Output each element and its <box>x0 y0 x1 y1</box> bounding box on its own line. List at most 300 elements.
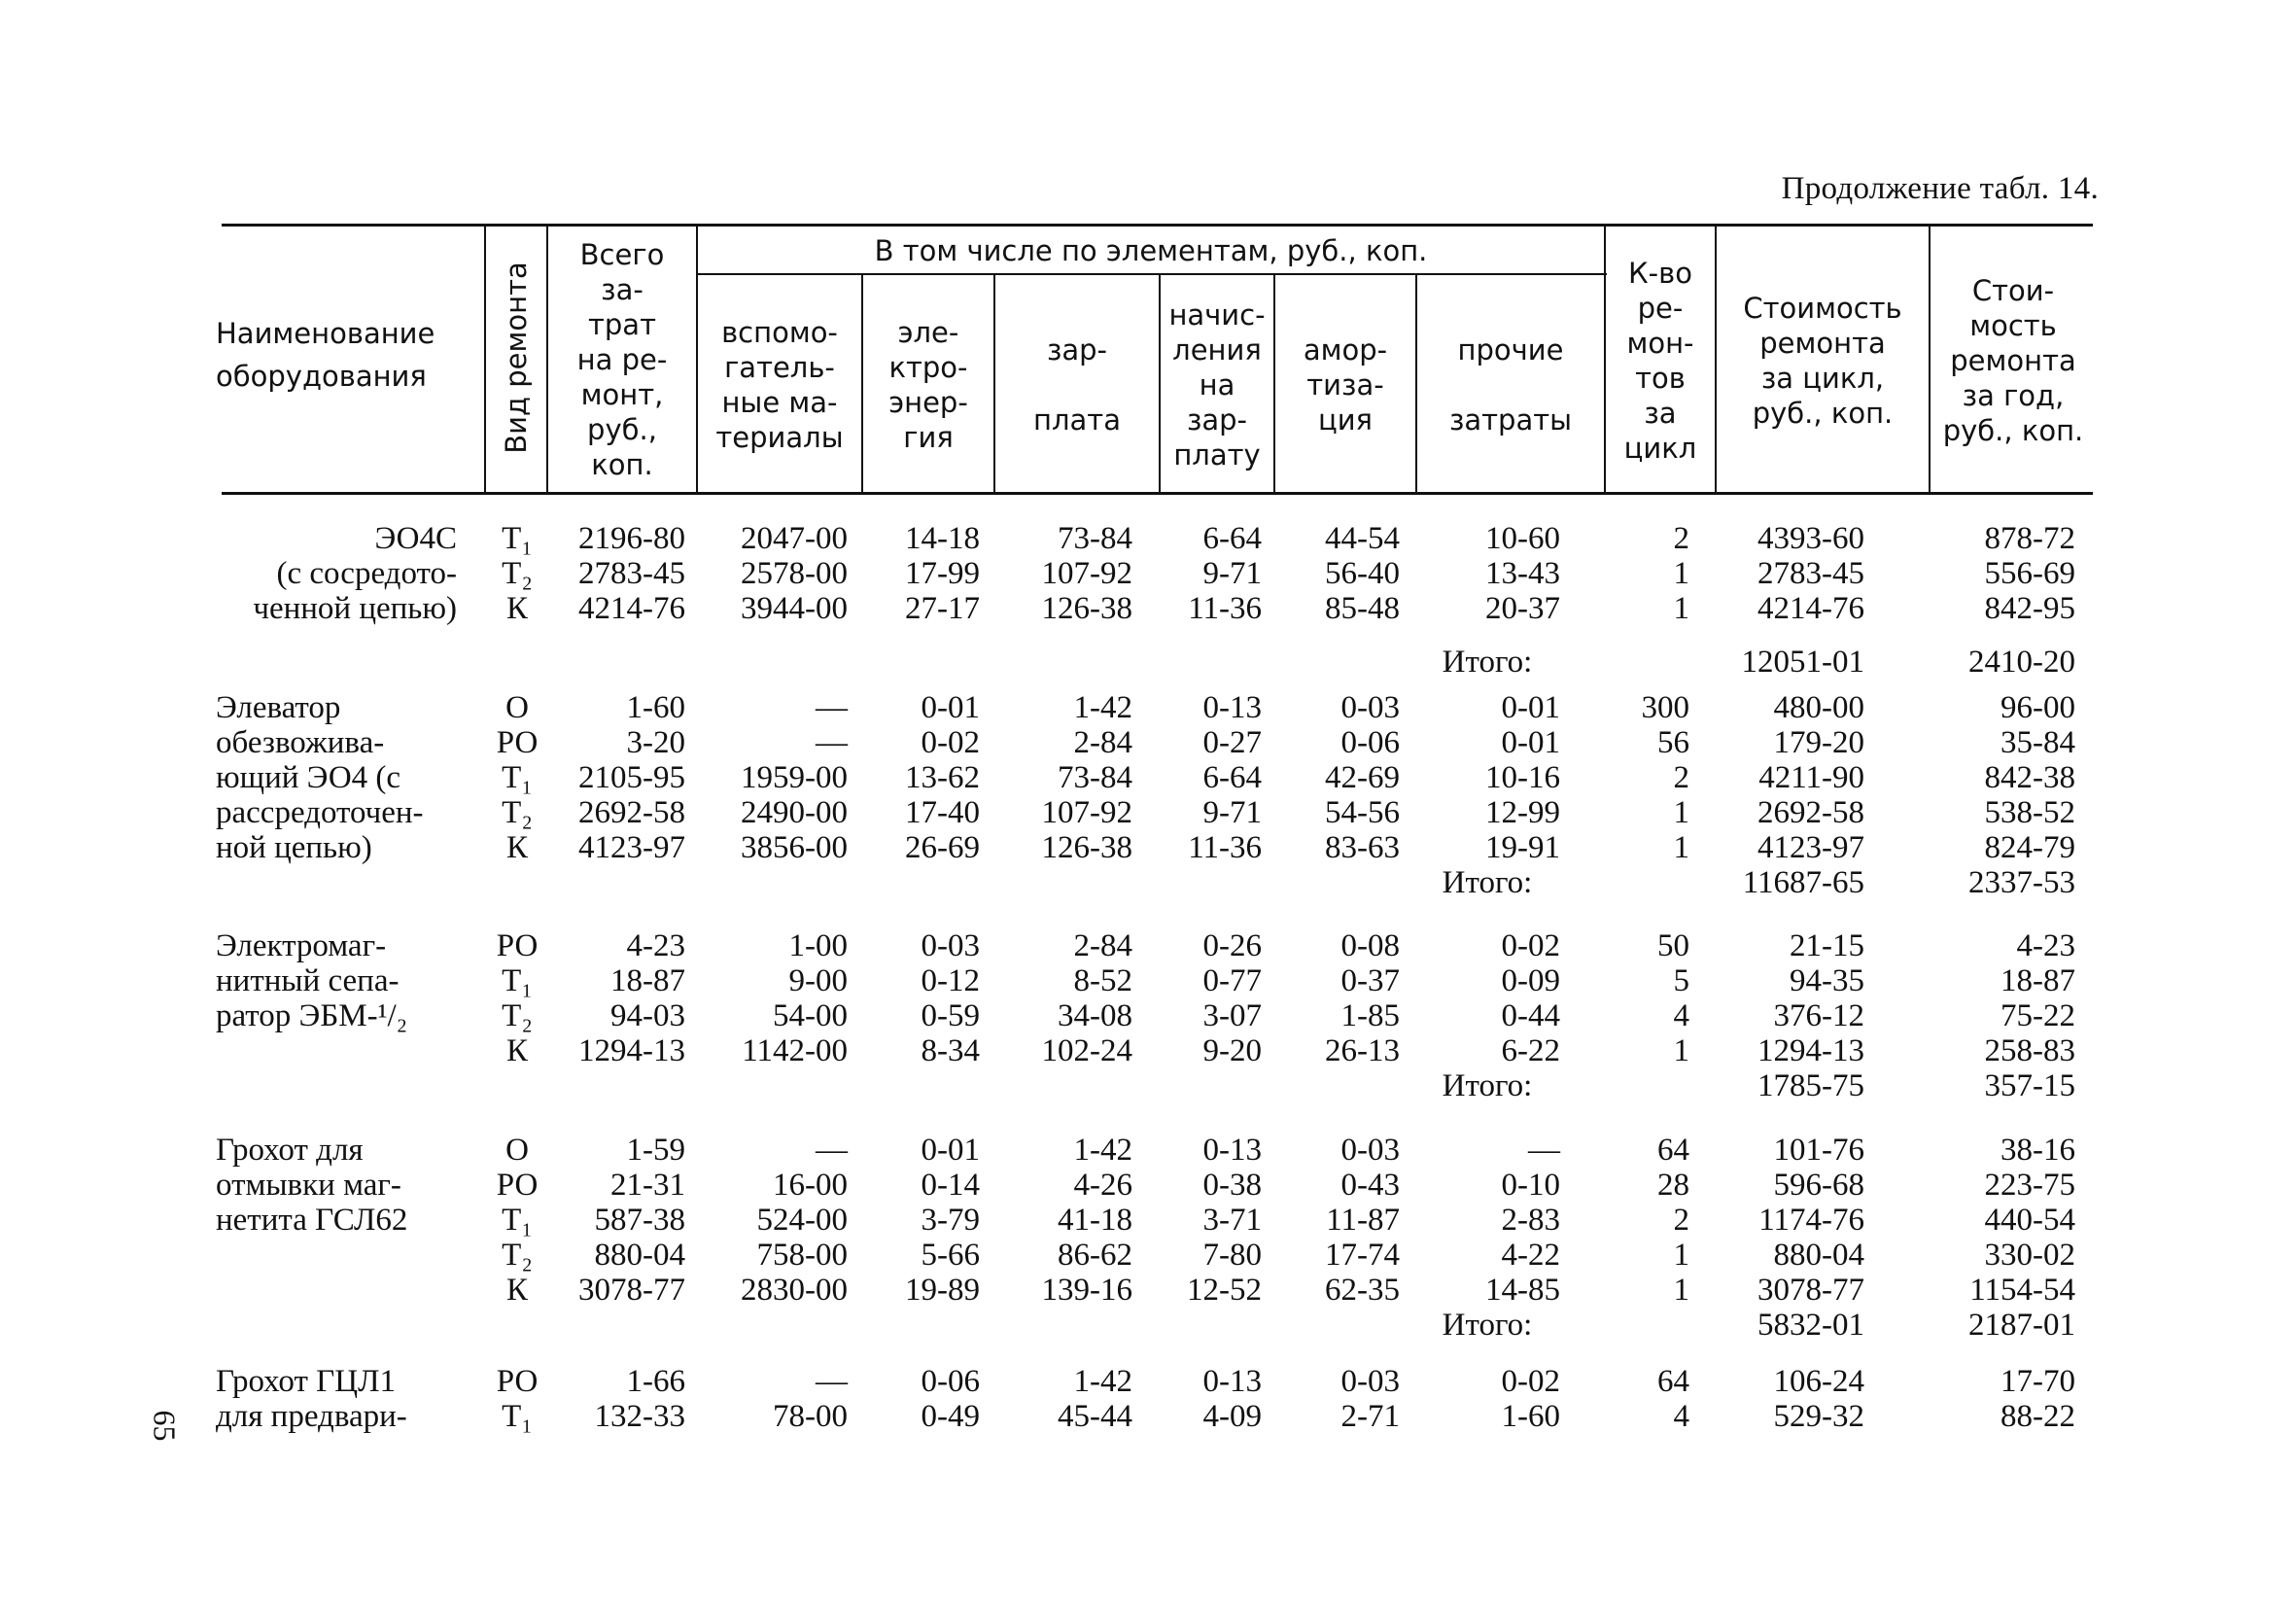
cell-cyc: 21-15 <box>1790 928 1864 963</box>
header-other-line: затраты <box>1448 403 1573 437</box>
cell-zar: 1-42 <box>1073 1133 1132 1168</box>
header-accruals-line: зар- <box>1186 403 1248 437</box>
equipment-name-line: Грохот для <box>216 1133 364 1168</box>
cell-el: 0-06 <box>921 1364 980 1399</box>
cell-mat: — <box>816 690 848 725</box>
cell-cnt: 1 <box>1673 556 1689 591</box>
cell-mat: 54-00 <box>773 998 848 1033</box>
cell-pr: 0-02 <box>1501 1364 1560 1399</box>
cell-am: 56-40 <box>1325 556 1400 591</box>
total-label: Итого: <box>1442 645 1533 680</box>
cell-pr: 6-22 <box>1501 1033 1560 1068</box>
table-row <box>0 1033 2296 1068</box>
cell-yr: 75-22 <box>2000 998 2075 1033</box>
cell-nach: 0-27 <box>1202 725 1262 760</box>
cell-yr: 878-72 <box>1984 521 2075 556</box>
header-wages <box>995 278 1159 492</box>
header-total-line: за- <box>601 273 644 306</box>
cell-zar: 86-62 <box>1058 1238 1132 1273</box>
cell-cyc: 2692-58 <box>1757 795 1864 830</box>
cell-cnt: 64 <box>1657 1133 1689 1168</box>
header-accruals-line: начис- <box>1168 298 1266 332</box>
cell-pr: 0-10 <box>1501 1168 1560 1203</box>
table-row <box>0 963 2296 998</box>
cell-nach: 0-26 <box>1202 928 1262 963</box>
cell-mat: — <box>816 1364 848 1399</box>
header-total-line: монт, <box>580 378 664 411</box>
equipment-name-line: ченной цепью) <box>253 591 457 626</box>
cell-type: T₁ <box>502 521 533 556</box>
cell-am: 0-43 <box>1340 1168 1400 1203</box>
cell-type: К <box>505 1033 528 1068</box>
cell-yr: 538-52 <box>1984 795 2075 830</box>
cell-am: 26-13 <box>1325 1033 1400 1068</box>
header-year-cost-line: Стои- <box>1971 274 2055 307</box>
cell-type: К <box>505 1273 528 1308</box>
cell-mat: 2578-00 <box>741 556 848 591</box>
header-materials-line: териалы <box>715 421 844 454</box>
cell-cnt: 2 <box>1673 760 1689 795</box>
header-accruals-line: плату <box>1173 438 1261 472</box>
cell-pr: 13-43 <box>1485 556 1560 591</box>
cell-total: 3078-77 <box>578 1273 685 1308</box>
cell-zar: 126-38 <box>1041 830 1132 865</box>
cell-nach: 0-13 <box>1202 1133 1262 1168</box>
cell-type: T₁ <box>502 963 533 998</box>
table-row <box>0 1273 2296 1308</box>
cell-type: РО <box>496 1168 539 1203</box>
table-row <box>0 1364 2296 1399</box>
header-count-line: за <box>1644 397 1677 430</box>
cell-nach: 3-07 <box>1202 998 1262 1033</box>
cell-pr: 0-09 <box>1501 963 1560 998</box>
cell-type: О <box>505 1133 529 1168</box>
cell-pr: — <box>1528 1133 1560 1168</box>
header-cycle-cost <box>1717 229 1929 492</box>
cell-yr: 842-95 <box>1984 591 2075 626</box>
cell-el: 27-17 <box>905 591 980 626</box>
cell-nach: 12-52 <box>1187 1273 1262 1308</box>
cell-cnt: 1 <box>1673 1273 1689 1308</box>
cell-cyc: 596-68 <box>1773 1168 1864 1203</box>
header-count <box>1606 229 1715 492</box>
cell-am: 2-71 <box>1340 1399 1400 1434</box>
total-cycle-cost: 11687-65 <box>1742 865 1864 900</box>
cell-el: 3-79 <box>921 1203 980 1238</box>
cell-zar: 2-84 <box>1073 725 1132 760</box>
table-row <box>0 1168 2296 1203</box>
cell-cyc: 3078-77 <box>1757 1273 1864 1308</box>
equipment-name-line: нитный сепа- <box>216 963 400 998</box>
cell-zar: 2-84 <box>1073 928 1132 963</box>
cell-mat: 2490-00 <box>741 795 848 830</box>
cell-zar: 4-26 <box>1073 1168 1132 1203</box>
cell-yr: 556-69 <box>1984 556 2075 591</box>
total-cycle-cost: 5832-01 <box>1757 1308 1864 1343</box>
cell-cnt: 56 <box>1657 725 1689 760</box>
cell-nach: 11-36 <box>1188 591 1262 626</box>
cell-zar: 41-18 <box>1058 1203 1132 1238</box>
cell-pr: 2-83 <box>1501 1203 1560 1238</box>
header-name-line: оборудования <box>216 360 427 393</box>
cell-am: 85-48 <box>1325 591 1400 626</box>
cell-nach: 0-13 <box>1202 1364 1262 1399</box>
cell-total: 587-38 <box>594 1203 685 1238</box>
table-row <box>0 556 2296 591</box>
cell-cyc: 529-32 <box>1773 1399 1864 1434</box>
cell-el: 19-89 <box>905 1273 980 1308</box>
cell-cyc: 101-76 <box>1773 1133 1864 1168</box>
cell-cnt: 50 <box>1657 928 1689 963</box>
header-cycle-cost-line: за цикл, <box>1760 362 1885 395</box>
cell-cyc: 880-04 <box>1773 1238 1864 1273</box>
header-cycle-cost-line: Стоимость <box>1743 292 1902 325</box>
cell-total: 1-66 <box>626 1364 685 1399</box>
cell-el: 0-14 <box>921 1168 980 1203</box>
cell-am: 42-69 <box>1325 760 1400 795</box>
cell-nach: 3-71 <box>1202 1203 1262 1238</box>
cell-type: К <box>505 591 528 626</box>
cell-nach: 11-36 <box>1188 830 1262 865</box>
cell-cyc: 376-12 <box>1773 998 1864 1033</box>
table-row <box>0 591 2296 626</box>
cell-nach: 6-64 <box>1202 521 1262 556</box>
cell-cyc: 4211-90 <box>1758 760 1864 795</box>
cell-cyc: 179-20 <box>1773 725 1864 760</box>
header-count-line: К-во <box>1628 257 1692 290</box>
cell-cnt: 4 <box>1673 1399 1689 1434</box>
cell-zar: 34-08 <box>1058 998 1132 1033</box>
header-accruals-line: на <box>1199 368 1235 402</box>
cell-total: 94-03 <box>610 998 685 1033</box>
header-year-cost-line: руб., коп. <box>1942 414 2084 447</box>
cell-pr: 10-16 <box>1485 760 1560 795</box>
cell-pr: 12-99 <box>1485 795 1560 830</box>
table-row <box>0 725 2296 760</box>
cell-mat: 2047-00 <box>741 521 848 556</box>
cell-pr: 14-85 <box>1485 1273 1560 1308</box>
table-row <box>0 521 2296 556</box>
cell-zar: 1-42 <box>1073 1364 1132 1399</box>
header-year-cost-line: за год, <box>1962 379 2065 412</box>
cell-total: 4-23 <box>626 928 685 963</box>
cell-cnt: 2 <box>1673 1203 1689 1238</box>
cell-yr: 38-16 <box>2000 1133 2075 1168</box>
equipment-name-line: Элеватор <box>216 690 341 725</box>
cell-pr: 1-60 <box>1501 1399 1560 1434</box>
cell-el: 26-69 <box>905 830 980 865</box>
header-repair-type <box>487 241 545 474</box>
cell-cnt: 300 <box>1641 690 1689 725</box>
cell-yr: 440-54 <box>1984 1203 2075 1238</box>
header-count-line: тов <box>1635 362 1686 395</box>
table-row <box>0 1399 2296 1434</box>
cell-cyc: 1174-76 <box>1758 1203 1864 1238</box>
table-row <box>0 1203 2296 1238</box>
cell-el: 8-34 <box>921 1033 980 1068</box>
equipment-name-line: обезвожива- <box>216 725 385 760</box>
header-name-text <box>216 316 435 394</box>
header-count-line: мон- <box>1626 327 1694 360</box>
cell-cnt: 28 <box>1657 1168 1689 1203</box>
total-year-cost: 2187-01 <box>1968 1308 2075 1343</box>
header-year-cost <box>1931 229 2096 492</box>
total-row <box>0 1308 2296 1343</box>
cell-pr: 0-01 <box>1501 690 1560 725</box>
table-caption: Продолжение табл. 14. <box>1781 171 2099 206</box>
table-row <box>0 1238 2296 1273</box>
cell-pr: 20-37 <box>1485 591 1560 626</box>
cell-yr: 17-70 <box>2000 1364 2075 1399</box>
header-amortization-line: амор- <box>1303 333 1388 367</box>
cell-am: 1-85 <box>1340 998 1400 1033</box>
cell-yr: 88-22 <box>2000 1399 2075 1434</box>
total-label: Итого: <box>1442 1068 1533 1103</box>
header-electricity-line: гия <box>903 421 954 454</box>
cell-nach: 0-77 <box>1202 963 1262 998</box>
total-row <box>0 645 2296 680</box>
table-row <box>0 795 2296 830</box>
cell-zar: 73-84 <box>1058 521 1132 556</box>
cell-type: РО <box>496 725 539 760</box>
cell-el: 17-40 <box>905 795 980 830</box>
cell-el: 17-99 <box>905 556 980 591</box>
cell-type: РО <box>496 928 539 963</box>
total-year-cost: 2410-20 <box>1968 645 2075 680</box>
cell-pr: 19-91 <box>1485 830 1560 865</box>
cell-type: T₂ <box>502 1238 533 1273</box>
total-year-cost: 357-15 <box>1984 1068 2075 1103</box>
cell-el: 0-59 <box>921 998 980 1033</box>
cell-type: О <box>505 690 529 725</box>
cell-cyc: 1294-13 <box>1757 1033 1864 1068</box>
cell-nach: 6-64 <box>1202 760 1262 795</box>
cell-am: 54-56 <box>1325 795 1400 830</box>
cell-zar: 107-92 <box>1041 556 1132 591</box>
cell-am: 0-03 <box>1340 1133 1400 1168</box>
cell-type: T₂ <box>502 795 533 830</box>
cell-el: 13-62 <box>905 760 980 795</box>
header-accruals <box>1161 278 1273 492</box>
cell-zar: 107-92 <box>1041 795 1132 830</box>
header-accruals-line: ления <box>1172 333 1262 367</box>
cell-mat: — <box>816 1133 848 1168</box>
header-other <box>1417 278 1604 492</box>
table-row <box>0 928 2296 963</box>
cell-cnt: 1 <box>1673 1033 1689 1068</box>
cell-cyc: 480-00 <box>1773 690 1864 725</box>
cell-nach: 9-20 <box>1202 1033 1262 1068</box>
total-label: Итого: <box>1442 1308 1533 1343</box>
cell-mat: 16-00 <box>773 1168 848 1203</box>
cell-el: 0-12 <box>921 963 980 998</box>
cell-yr: 258-83 <box>1984 1033 2075 1068</box>
cell-cnt: 2 <box>1673 521 1689 556</box>
cell-cyc: 4214-76 <box>1757 591 1864 626</box>
group-header-rule <box>698 273 1607 275</box>
equipment-name-line: ратор ЭБМ-¹/₂ <box>216 998 408 1033</box>
cell-am: 44-54 <box>1325 521 1400 556</box>
equipment-name-line: Грохот ГЦЛ1 <box>216 1364 396 1399</box>
cell-cyc: 4393-60 <box>1757 521 1864 556</box>
cell-type: T₁ <box>502 760 533 795</box>
header-materials-line: вспомо- <box>721 316 838 349</box>
cell-pr: 0-44 <box>1501 998 1560 1033</box>
table-row <box>0 1133 2296 1168</box>
cell-mat: 524-00 <box>756 1203 848 1238</box>
cell-mat: 3856-00 <box>741 830 848 865</box>
cell-total: 1-60 <box>626 690 685 725</box>
cell-type: T₂ <box>502 556 533 591</box>
header-name-line: Наименование <box>216 317 435 350</box>
cell-zar: 73-84 <box>1058 760 1132 795</box>
header-group-text: В том числе по элементам, руб., коп. <box>874 234 1428 267</box>
header-group <box>698 229 1604 272</box>
cell-total: 132-33 <box>594 1399 685 1434</box>
cell-type: РО <box>496 1364 539 1399</box>
header-cycle-cost-line: ремонта <box>1759 327 1886 360</box>
cell-yr: 35-84 <box>2000 725 2075 760</box>
total-row <box>0 1068 2296 1103</box>
header-electricity-line: энер- <box>888 386 968 419</box>
cell-cnt: 5 <box>1673 963 1689 998</box>
cell-mat: 3944-00 <box>741 591 848 626</box>
cell-am: 0-06 <box>1340 725 1400 760</box>
cell-am: 0-37 <box>1340 963 1400 998</box>
header-year-cost-line: ремонта <box>1950 344 2076 377</box>
cell-el: 0-01 <box>921 690 980 725</box>
cell-cyc: 2783-45 <box>1757 556 1864 591</box>
header-year-cost-line: мость <box>1969 309 2057 342</box>
cell-nach: 7-80 <box>1202 1238 1262 1273</box>
cell-cnt: 1 <box>1673 591 1689 626</box>
header-total <box>548 229 696 490</box>
cell-mat: 9-00 <box>788 963 848 998</box>
cell-pr: 0-02 <box>1501 928 1560 963</box>
cell-nach: 0-38 <box>1202 1168 1262 1203</box>
cell-am: 11-87 <box>1326 1203 1400 1238</box>
cell-cyc: 4123-97 <box>1757 830 1864 865</box>
equipment-name-line: рассредоточен- <box>216 795 424 830</box>
col-divider <box>484 227 486 492</box>
cell-nach: 9-71 <box>1202 556 1262 591</box>
equipment-name-line: отмывки маг- <box>216 1168 401 1203</box>
header-amortization <box>1275 278 1415 492</box>
total-year-cost: 2337-53 <box>1968 865 2075 900</box>
cell-am: 0-03 <box>1340 690 1400 725</box>
cell-total: 21-31 <box>610 1168 685 1203</box>
cell-pr: 4-22 <box>1501 1238 1560 1273</box>
cell-total: 1294-13 <box>578 1033 685 1068</box>
total-label: Итого: <box>1442 865 1533 900</box>
total-cycle-cost: 1785-75 <box>1757 1068 1864 1103</box>
cell-mat: 1142-00 <box>742 1033 848 1068</box>
equipment-name-line: ЭО4С <box>374 521 457 556</box>
table-row <box>0 998 2296 1033</box>
total-row <box>0 865 2296 900</box>
page-number: 65 <box>147 1410 183 1442</box>
header-count-line: цикл <box>1623 432 1697 465</box>
total-cycle-cost: 12051-01 <box>1741 645 1864 680</box>
table-row <box>0 760 2296 795</box>
header-total-line: трат <box>588 308 656 341</box>
cell-zar: 139-16 <box>1041 1273 1132 1308</box>
cell-yr: 842-38 <box>1984 760 2075 795</box>
equipment-name-line: Электромаг- <box>216 928 387 963</box>
header-electricity <box>863 278 993 492</box>
cell-el: 0-02 <box>921 725 980 760</box>
header-materials-line: гатель- <box>724 351 835 384</box>
header-amortization-line: ция <box>1317 403 1374 437</box>
header-materials <box>698 278 861 492</box>
cell-total: 2692-58 <box>578 795 685 830</box>
cell-yr: 18-87 <box>2000 963 2075 998</box>
cell-am: 0-08 <box>1340 928 1400 963</box>
header-wages-line: плата <box>1033 403 1121 437</box>
cell-am: 17-74 <box>1325 1238 1400 1273</box>
cell-mat: 1959-00 <box>741 760 848 795</box>
cell-type: T₁ <box>502 1203 533 1238</box>
top-rule <box>222 224 2093 227</box>
cell-am: 83-63 <box>1325 830 1400 865</box>
cell-total: 18-87 <box>610 963 685 998</box>
cell-cyc: 106-24 <box>1773 1364 1864 1399</box>
cell-total: 2196-80 <box>578 521 685 556</box>
header-materials-line: ные ма- <box>721 386 838 419</box>
header-total-line: коп. <box>591 448 653 481</box>
cell-zar: 102-24 <box>1041 1033 1132 1068</box>
cell-el: 14-18 <box>905 521 980 556</box>
cell-am: 0-03 <box>1340 1364 1400 1399</box>
header-total-line: Всего <box>579 238 665 271</box>
cell-cnt: 1 <box>1673 1238 1689 1273</box>
cell-el: 0-03 <box>921 928 980 963</box>
cell-cnt: 64 <box>1657 1364 1689 1399</box>
cell-el: 5-66 <box>921 1238 980 1273</box>
cell-total: 2783-45 <box>578 556 685 591</box>
cell-mat: 2830-00 <box>741 1273 848 1308</box>
cell-total: 880-04 <box>594 1238 685 1273</box>
cell-cnt: 1 <box>1673 795 1689 830</box>
cell-total: 4123-97 <box>578 830 685 865</box>
cell-total: 3-20 <box>626 725 685 760</box>
cell-total: 2105-95 <box>578 760 685 795</box>
header-total-line: на ре- <box>576 343 668 376</box>
cell-type: T₁ <box>502 1399 533 1434</box>
header-name <box>216 292 480 418</box>
cell-total: 1-59 <box>626 1133 685 1168</box>
cell-cnt: 4 <box>1673 998 1689 1033</box>
cell-zar: 1-42 <box>1073 690 1132 725</box>
cell-zar: 45-44 <box>1058 1399 1132 1434</box>
cell-yr: 824-79 <box>1984 830 2075 865</box>
header-other-line: прочие <box>1457 333 1564 367</box>
cell-type: T₂ <box>502 998 533 1033</box>
header-bottom-rule <box>222 492 2093 495</box>
table-row <box>0 830 2296 865</box>
cell-nach: 9-71 <box>1202 795 1262 830</box>
cell-zar: 8-52 <box>1073 963 1132 998</box>
cell-am: 62-35 <box>1325 1273 1400 1308</box>
cell-yr: 330-02 <box>1984 1238 2075 1273</box>
equipment-name-line: (с сосредото- <box>276 556 457 591</box>
cell-mat: 78-00 <box>773 1399 848 1434</box>
cell-nach: 4-09 <box>1202 1399 1262 1434</box>
cell-zar: 126-38 <box>1041 591 1132 626</box>
cell-cyc: 94-35 <box>1790 963 1864 998</box>
cell-yr: 96-00 <box>2000 690 2075 725</box>
cell-el: 0-49 <box>921 1399 980 1434</box>
